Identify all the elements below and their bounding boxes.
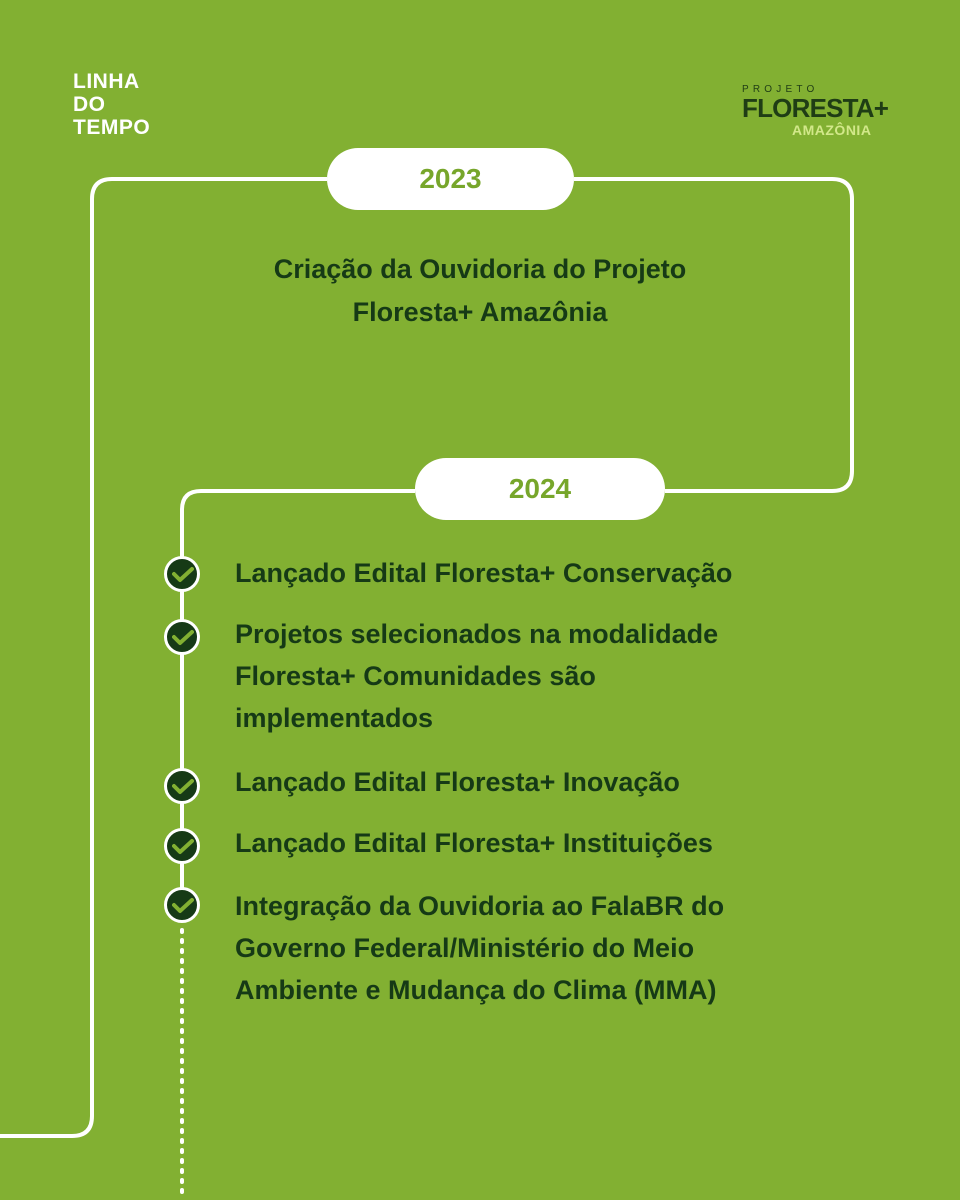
logo-top-text: PROJETO xyxy=(742,84,819,95)
timeline-item xyxy=(235,885,925,1011)
check-circle-icon xyxy=(164,556,200,592)
timeline-item-line: Integração da Ouvidoria ao FalaBR do xyxy=(235,891,725,921)
check-circle-icon xyxy=(164,619,200,655)
year-pill-2023: 2023 xyxy=(327,148,574,210)
timeline-item-line: Projetos selecionados na modalidade xyxy=(235,619,719,649)
timeline-item-line: implementados xyxy=(235,703,434,733)
event-2023-line: Floresta+ Amazônia xyxy=(352,297,608,327)
timeline-item xyxy=(235,761,925,803)
check-circle-icon xyxy=(164,828,200,864)
year-pill-2024: 2024 xyxy=(415,458,665,520)
timeline-item-line: Governo Federal/Ministério do Meio xyxy=(235,933,695,963)
event-2023-line: Criação da Ouvidoria do Projeto xyxy=(273,254,687,284)
header-title-line: DO xyxy=(73,93,106,116)
timeline-item xyxy=(235,552,925,594)
timeline-item-line: Lançado Edital Floresta+ Inovação xyxy=(235,767,680,797)
timeline-item xyxy=(235,822,925,864)
header-title-line: TEMPO xyxy=(73,116,151,139)
timeline-line-right xyxy=(574,179,852,491)
logo-middle-text: FLORESTA+ xyxy=(742,93,889,123)
check-circle-icon xyxy=(164,887,200,923)
timeline-item-line: Floresta+ Comunidades são xyxy=(235,661,596,691)
header-title-line: LINHA xyxy=(73,70,140,93)
logo-bottom-text: AMAZÔNIA xyxy=(792,122,872,138)
timeline-item-line: Ambiente e Mudança do Clima (MMA) xyxy=(235,975,717,1005)
timeline-item-line: Lançado Edital Floresta+ Conservação xyxy=(235,558,733,588)
timeline-item xyxy=(235,613,925,739)
check-circle-icon xyxy=(164,768,200,804)
timeline-item-line: Lançado Edital Floresta+ Instituições xyxy=(235,828,713,858)
event-2023 xyxy=(180,248,780,334)
